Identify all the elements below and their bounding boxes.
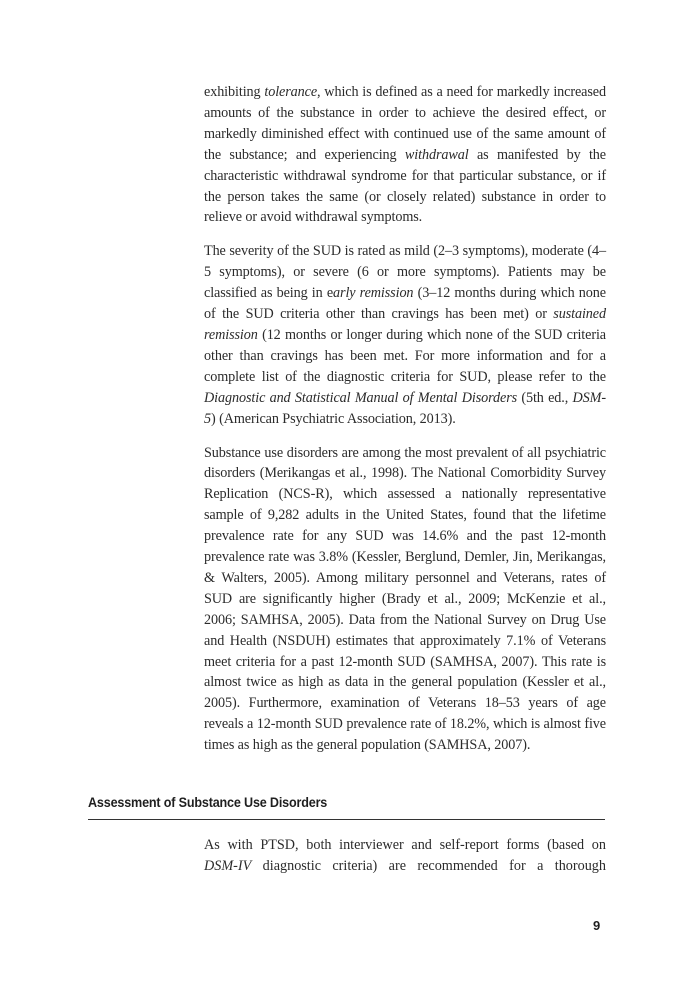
text-run: Substance use disorders are among the most prevalent of all psychiatric disorders (Merikangas et al., 1998). The National Comorbidity Survey Replication (NCS-R), which assessed a nationally representative sample of 9,282 adults in the United States, found that the lifetime prevalence rate for any SUD was 14.6% and the past 12-month prevalence rate was 3.8% (Kessler, Berglund, Demler, Jin, Merikangas, & Walters, 2005). Among military personnel and Veterans, rates of SUD are significantly higher (Brady et al., 2009; McKenzie et al., 2006; SAMHSA, 2005). Data from the National Survey on Drug Use and Health (NSDUH) estimates that approximately 7.1% of Veterans meet criteria for a past 12-month SUD (SAMHSA, 2007). This rate is almost twice as high as data in the general population (Kessler et al., 2005). Furthermore, examination of Veterans 18–53 years of age reveals a 12-month SUD prevalence rate of 18.2%, which is almost five times as high as the general population (SAMHSA, 2007). xyxy=(204,444,606,754)
body-paragraph xyxy=(204,82,606,228)
italic-term: tolerance xyxy=(264,84,318,100)
intro-italic-term: DSM-IV xyxy=(204,857,252,874)
text-run: as manifested by the characteristic withdrawal syndrome for that particular substance, or if the person takes the same (or closely related) substance in order to relieve or avoid withdrawal symptoms. xyxy=(204,146,606,226)
heading-rule xyxy=(88,819,605,820)
page-number: 9 xyxy=(593,918,601,933)
italic-term: sustained remission xyxy=(204,306,606,343)
text-run: (12 months or longer during which none of the SUD criteria other than cravings has been met. For more information and for a complete list of the diagnostic criteria for SUD, please refer to the xyxy=(204,326,606,385)
text-run: The severity of the SUD is rated as mild (2–3 symptoms), moderate (4–5 symptoms), or severe (6 or more symptoms). Patients may be classified as being in e xyxy=(204,243,606,302)
text-run: ) (American Psychiatric Association, 2013). xyxy=(211,410,456,427)
section-heading: Assessment of Substance Use Disorders xyxy=(88,794,328,810)
italic-term: withdrawal xyxy=(404,146,469,163)
section-intro-paragraph xyxy=(204,835,606,877)
italic-term: Diagnostic and Statistical Manual of Mental Disorders xyxy=(204,389,518,406)
text-run: (3–12 months during which none of the SUD criteria other than cravings has been met) or xyxy=(204,285,606,323)
italic-term: DSM-5 xyxy=(204,389,606,427)
body-text xyxy=(204,82,606,769)
text-run: (5th ed., xyxy=(517,389,573,406)
intro-text-end: diagnostic criteria) are recommended for a thorough xyxy=(251,857,606,874)
body-paragraph xyxy=(204,443,606,757)
text-run: exhibiting xyxy=(204,84,265,100)
text-run: , which is defined as a need for markedly increased amounts of the substance in order to achieve the desired effect, or markedly diminished effect with continued use of the same amount of the substance; and experiencing xyxy=(204,84,606,163)
italic-term: arly remission xyxy=(333,285,414,302)
body-paragraph xyxy=(204,241,606,429)
intro-text-start: As with PTSD, both interviewer and self-report forms (based on xyxy=(204,837,606,853)
